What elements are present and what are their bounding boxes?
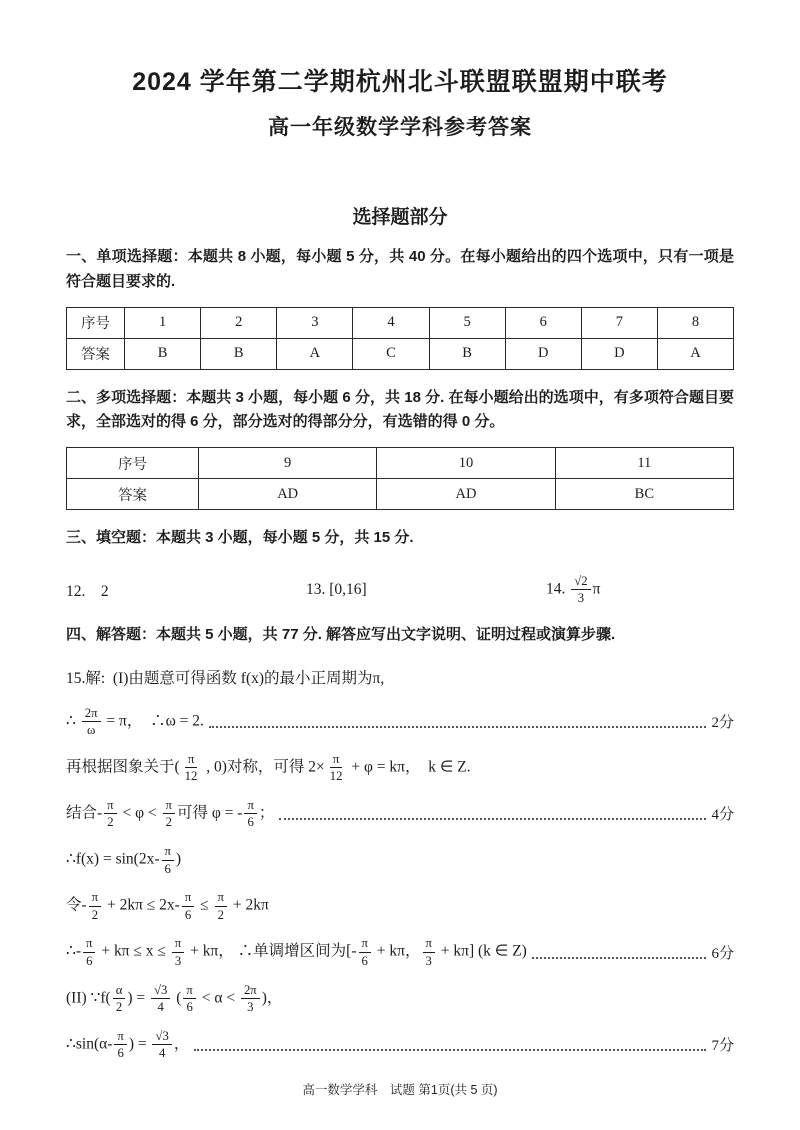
- fill-in-answer-14: 14. $\frac{√2}{3}$ π: [546, 573, 601, 606]
- fill-in-answer-12: 12. 2: [66, 582, 109, 600]
- solution-math: ∴ $\frac{2\pi}{\omega}$ = π， ∴ω = 2.: [66, 705, 204, 738]
- score-label: 6分: [711, 946, 734, 963]
- page-title: 2024 学年第二学期杭州北斗联盟联盟期中联考: [132, 68, 668, 96]
- solution-math: 再根据图象关于( $\frac{\pi}{12}$ , 0)对称，可得 2× $\frac{\pi}{12}$ + φ = kπ， k ∈ Z.: [66, 751, 471, 784]
- table-header-cell: 答案: [67, 338, 125, 369]
- choice-section-heading: 选择题部分: [352, 207, 448, 228]
- table-cell: B: [429, 338, 505, 369]
- table-cell: 10: [377, 448, 555, 479]
- fill-in-answers-row: [66, 573, 734, 607]
- table-cell: B: [125, 338, 201, 369]
- solution-math: 15.解: (I)由题意可得函数 f(x)的最小正周期为π,: [66, 669, 385, 687]
- table-cell: 7: [581, 307, 657, 338]
- dotted-leader: [209, 726, 707, 728]
- table-cell: C: [353, 338, 429, 369]
- solution-line: [66, 983, 734, 1015]
- solution-line: [66, 798, 734, 830]
- score-label: 2分: [711, 715, 734, 732]
- solution-block: [66, 662, 734, 1062]
- fill-in-answer-13: 13. [0,16]: [306, 580, 367, 598]
- table-cell: A: [657, 338, 733, 369]
- table-cell: A: [277, 338, 353, 369]
- single-choice-table: [66, 307, 734, 370]
- table-cell: D: [581, 338, 657, 369]
- dotted-leader: [532, 957, 707, 959]
- table-header-cell: 答案: [67, 479, 199, 510]
- solution-math: ∴- $\frac{\pi}{6}$ + kπ ≤ x ≤ $\frac{\pi}{3}$ + kπ， ∴单调增区间为[- $\frac{\pi}{6}$ + kπ， $\frac{\pi}{3}$ + kπ] (k ∈ Z): [66, 936, 527, 969]
- score-label: 7分: [711, 1038, 734, 1055]
- fill-in-intro: 三、填空题：本题共 3 小题，每小题 5 分，共 15 分.: [66, 529, 414, 546]
- page-subtitle: 高一年级数学学科参考答案: [268, 116, 532, 139]
- single-choice-intro: 一、单项选择题：本题共 8 小题，每小题 5 分，共 40 分。在每小题给出的四个选项中，只有一项是符合题目要求的.: [66, 248, 734, 290]
- table-header-cell: 序号: [67, 307, 125, 338]
- table-cell: 11: [555, 448, 733, 479]
- table-row: [67, 338, 734, 369]
- multi-choice-intro: 二、多项选择题：本题共 3 小题，每小题 6 分，共 18 分. 在每小题给出的选项中，有多项符合题目要求，全部选对的得 6 分，部分选对的得部分分，有选错的得 0 分。: [66, 388, 734, 431]
- solution-math: 令- $\frac{\pi}{2}$ + 2kπ ≤ 2x- $\frac{\pi}{6}$ ≤ $\frac{\pi}{2}$ + 2kπ: [66, 890, 269, 922]
- table-cell: 4: [353, 307, 429, 338]
- table-cell: 1: [125, 307, 201, 338]
- solution-math: (II) ∵f( $\frac{\alpha}{2}$ ) = $\frac{√3}{4}$ ( $\frac{\pi}{6}$ < α < $\frac{2\pi}{3}$ )，: [66, 982, 283, 1015]
- table-row: [67, 479, 734, 510]
- dotted-leader: [279, 818, 706, 820]
- table-cell: B: [201, 338, 277, 369]
- table-cell: 5: [429, 307, 505, 338]
- solution-line: [66, 890, 734, 922]
- table-cell: 2: [201, 307, 277, 338]
- table-cell: 3: [277, 307, 353, 338]
- solution-line: [66, 752, 734, 784]
- table-cell: 6: [505, 307, 581, 338]
- table-cell: 8: [657, 307, 733, 338]
- solution-line: [66, 1029, 734, 1061]
- table-cell: AD: [377, 479, 555, 510]
- score-label: 4分: [711, 807, 734, 824]
- table-row: [67, 448, 734, 479]
- table-cell: BC: [555, 479, 733, 510]
- solution-line: [66, 706, 734, 738]
- table-row: [67, 307, 734, 338]
- solution-line: [66, 662, 734, 692]
- table-cell: AD: [199, 479, 377, 510]
- solution-line: [66, 844, 734, 876]
- solution-math: ∴f(x) = sin(2x- $\frac{\pi}{6}$ ): [66, 844, 182, 876]
- multi-choice-table: [66, 447, 734, 510]
- solution-math: ∴sin(α- $\frac{\pi}{6}$ ) = $\frac{√3}{4}$ ，: [66, 1028, 190, 1061]
- dotted-leader: [194, 1049, 706, 1051]
- solution-line: [66, 936, 734, 968]
- table-cell: 9: [199, 448, 377, 479]
- page-footer: 高一数学学科 试题 第1页(共 5 页): [302, 1083, 498, 1097]
- solution-intro: 四、解答题：本题共 5 小题，共 77 分. 解答应写出文字说明、证明过程或演算步骤.: [66, 625, 616, 643]
- solution-math: 结合- $\frac{\pi}{2}$ < φ < $\frac{\pi}{2}$ 可得 φ = - $\frac{\pi}{6}$ ；: [66, 797, 275, 830]
- table-header-cell: 序号: [67, 448, 199, 479]
- table-cell: D: [505, 338, 581, 369]
